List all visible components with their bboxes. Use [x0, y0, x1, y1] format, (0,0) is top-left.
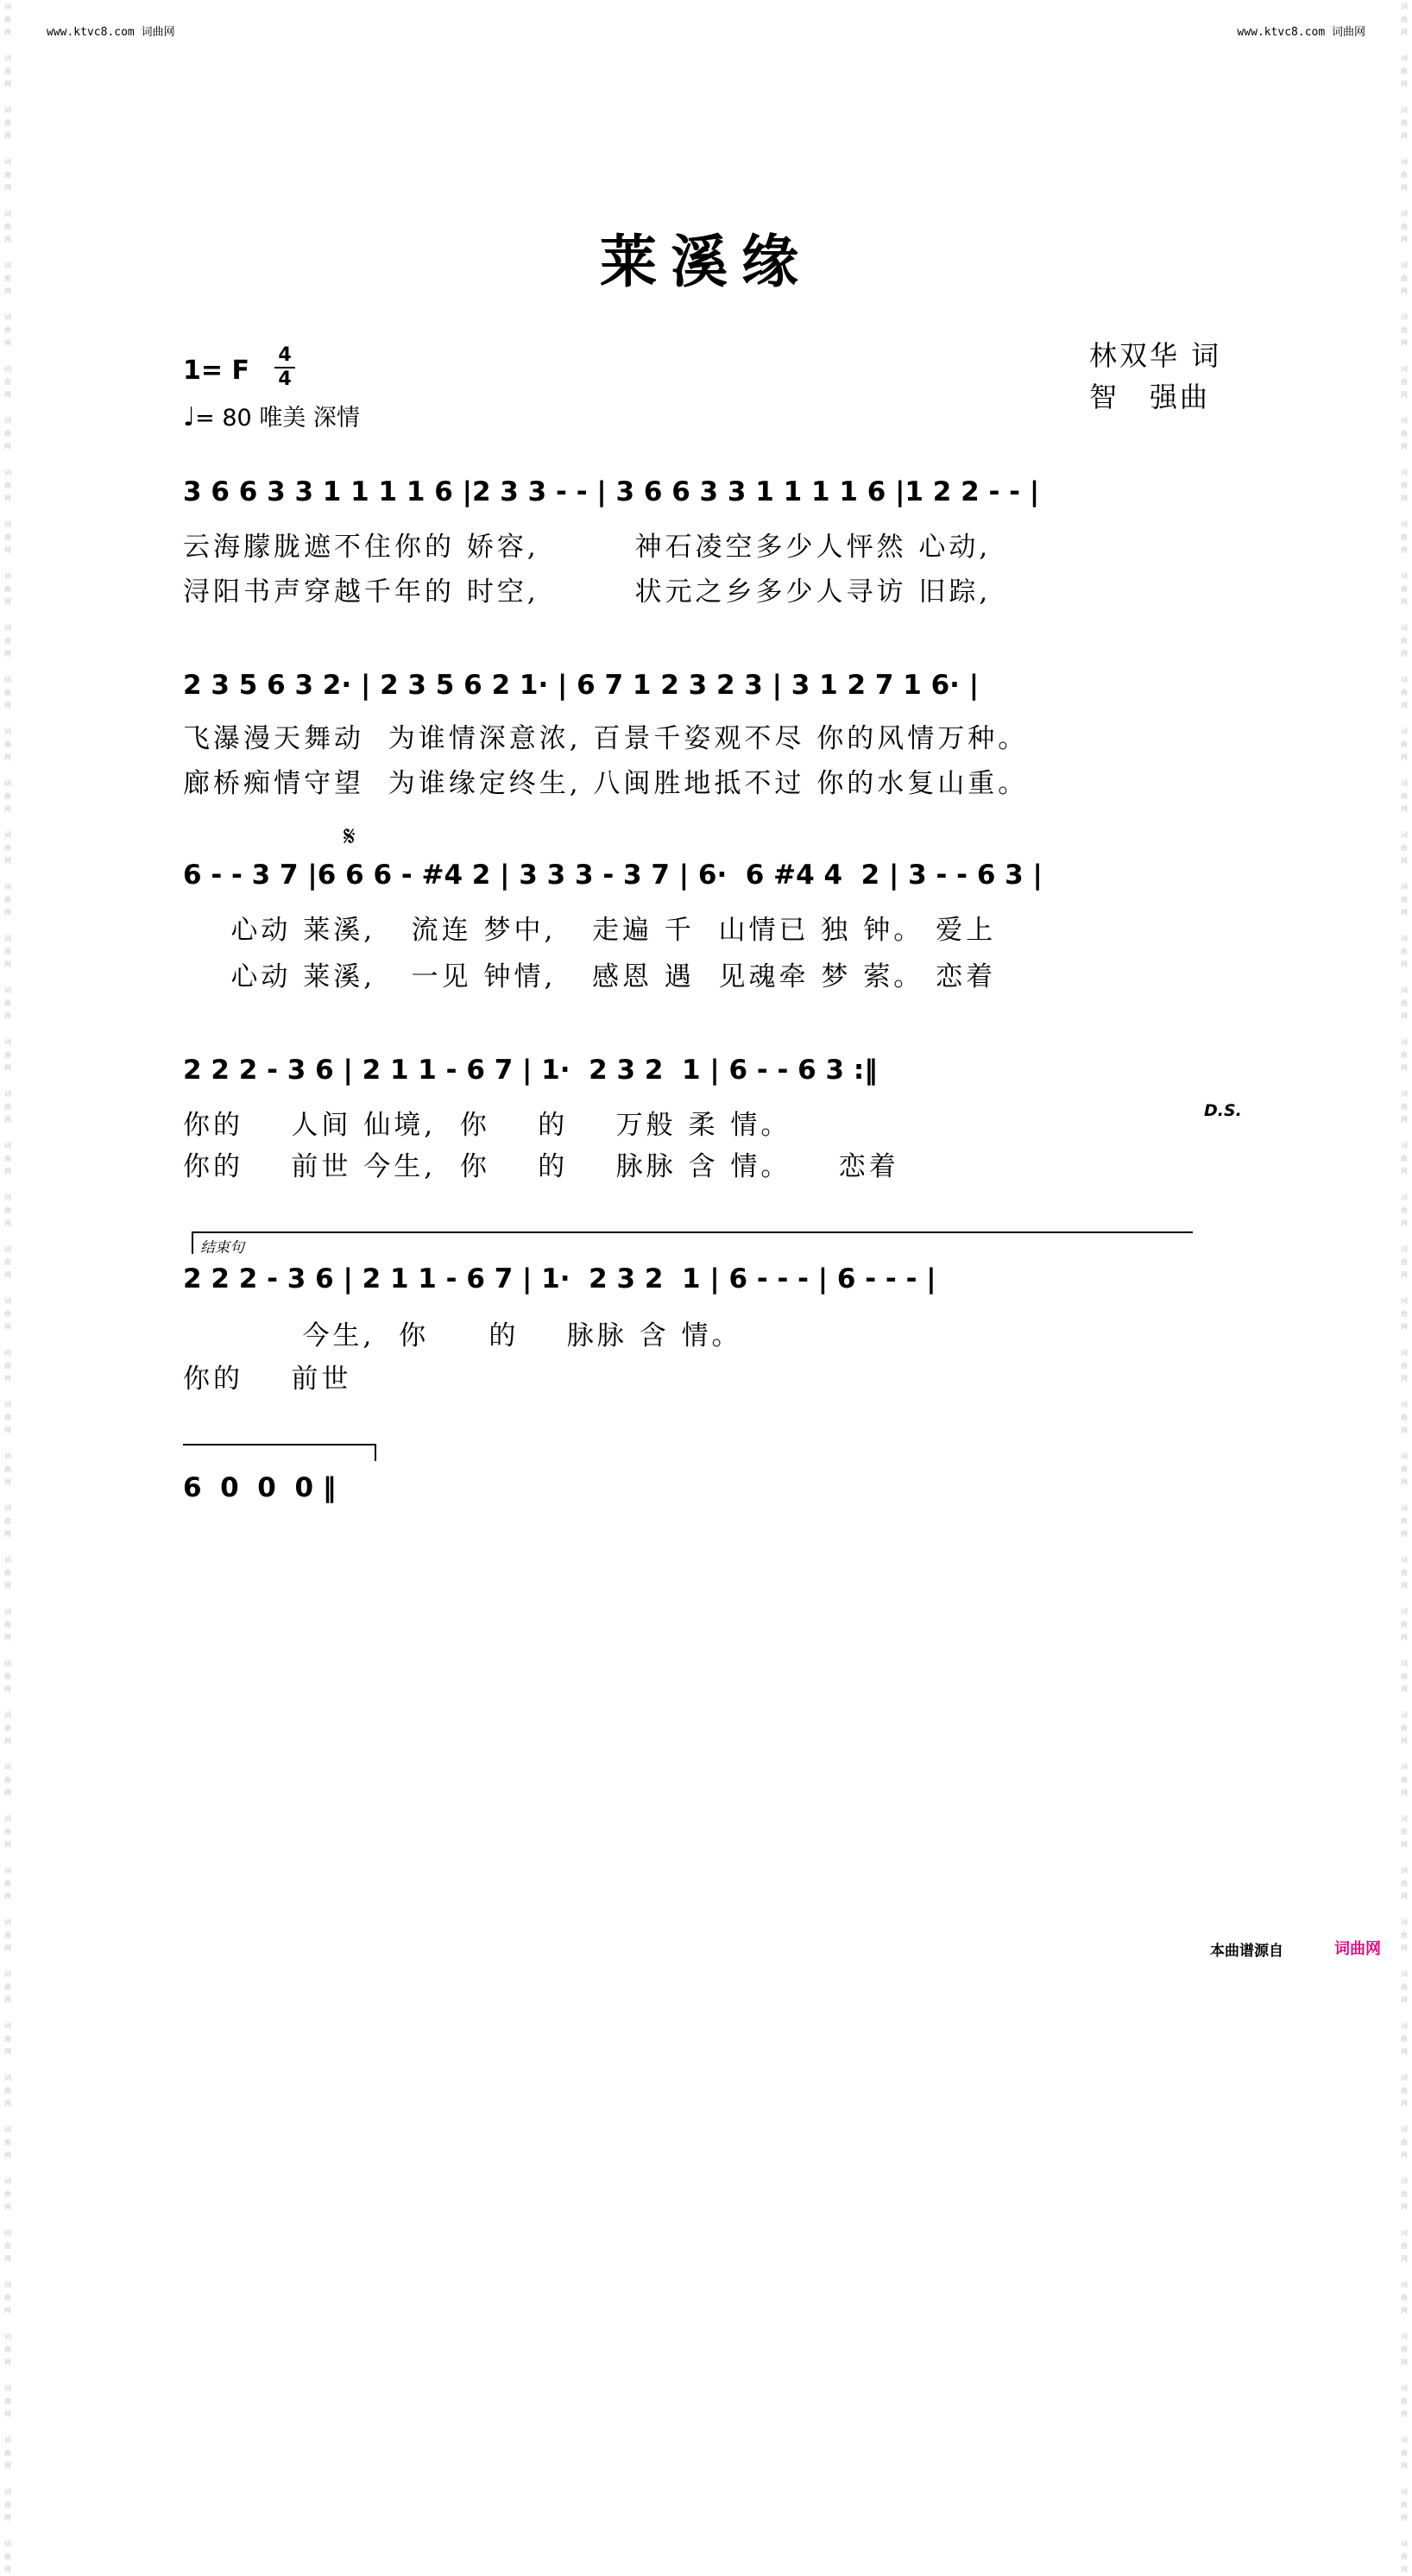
lyric-row-2-verse-2: 廊桥痴情守望 为谁缘定终生, 八闽胜地抵不过 你的水复山重。	[183, 768, 1029, 799]
key-signature: 1= F	[183, 356, 249, 386]
ending-bracket	[192, 1231, 1193, 1257]
ds-mark: D.S.	[1204, 1101, 1242, 1120]
time-signature	[274, 345, 295, 390]
credits	[1089, 335, 1221, 418]
lyric-row-4-verse-2: 你的 前世 今生, 你 的 脉脉 含 情。 恋着	[183, 1151, 899, 1182]
lyric-row-1-verse-1: 云海朦胧遮不住你的 娇容, 神石凌空多少人怦然 心动,	[183, 532, 992, 563]
lyric-row-3-verse-2: 心动 莱溪, 一见 钟情, 感恩 遇 见魂牵 梦 萦。 恋着	[183, 961, 997, 992]
expression-text: 唯美 深情	[259, 405, 360, 431]
lyric-row-3-verse-1: 心动 莱溪, 流连 梦中, 走遍 千 山情已 独 钟。 爱上	[183, 915, 997, 946]
site-url-left: www.ktvc8.com 词曲网	[47, 26, 175, 39]
footer-brand-logo: 词曲网	[1334, 1940, 1381, 1958]
side-watermark-left: 词 曲 网 词 曲 网 词 曲 网 词 曲 网 词 曲 网 词 曲 网 词 曲 网 词 曲 网 词 曲 网 词 曲 网 词 曲 网 词 曲 网 词 曲 网 词 曲 网 词 曲 网 词 曲 网 词 曲 网 词 曲 网 词 曲 网 词 曲 网 词 曲 网 词 曲 网 词 曲 网 词 曲 网 词 曲 网 词 曲 网 词 曲 网 词 曲 网 词 曲 网 词 曲 网 词 曲 网 词 曲 网 词 曲 网 词 曲 网 词 曲 网 词 曲 网 词 曲 网 词 曲 网 词 曲 网 词 曲 网 词 曲 网 词 曲 网 词 曲 网 词 曲 网 词 曲 网 词 曲 网 词 曲 网 词 曲 网 词 曲 网 词 曲 网	[4, 3, 11, 2573]
segno-mark: 𝄋	[344, 820, 356, 853]
notation-row-2-notes: 2 3 5 6 3 2· | 2 3 5 6 2 1· | 6 7 1 2 3 2 3 | 3 1 2 7 1 6· |	[183, 670, 980, 701]
lyric-row-5-line-1: 今生, 你 的 脉脉 含 情。	[183, 1320, 742, 1351]
notation-row-6-notes: 6 0 0 0 ‖	[183, 1472, 337, 1503]
notation-row-4-notes: 2 2 2 - 3 6 | 2 1 1 - 6 7 | 1· 2 3 2 1 | 6 - - 6 3 :‖	[183, 1055, 878, 1086]
ending-label: 结束句	[200, 1239, 244, 1257]
meter-top: 4	[278, 344, 292, 366]
tempo-marking	[183, 399, 360, 432]
lyric-row-5-line-2: 你的 前世	[183, 1364, 352, 1395]
lyricist: 林双华 词	[1089, 339, 1222, 372]
notation-row-3-notes: 6 - - 3 7 |6 6 6 - #4 2 | 3 3 3 - 3 7 | 6· 6 #4 4 2 | 3 - - 6 3 |	[183, 860, 1043, 891]
site-url-right: www.ktvc8.com 词曲网	[1237, 26, 1365, 39]
song-title: 莱溪缘	[600, 229, 812, 295]
notation-row-5-notes: 2 2 2 - 3 6 | 2 1 1 - 6 7 | 1· 2 3 2 1 | 6 - - - | 6 - - - |	[183, 1263, 936, 1294]
meter-bottom: 4	[278, 368, 292, 390]
tempo-value: = 80	[195, 405, 252, 431]
notation-row-1-notes: 3 6 6 3 3 1 1 1 1 6 |2 3 3 - - | 3 6 6 3 3 1 1 1 1 6 |1 2 2 - - |	[183, 476, 1040, 507]
final-bracket	[183, 1444, 376, 1461]
lyric-row-2-verse-1: 飞瀑漫天舞动 为谁情深意浓, 百景千姿观不尽 你的风情万种。	[183, 723, 1029, 754]
footer-source-note: 本曲谱源自	[1210, 1943, 1283, 1960]
quarter-note-icon: ♩	[183, 402, 196, 432]
composer: 智 强曲	[1089, 381, 1211, 413]
lyric-row-4-verse-1: 你的 人间 仙境, 你 的 万般 柔 情。	[183, 1110, 791, 1141]
lyric-row-1-verse-2: 浔阳书声穿越千年的 时空, 状元之乡多少人寻访 旧踪,	[183, 576, 992, 608]
side-watermark-right: 词 曲 网 词 曲 网 词 曲 网 词 曲 网 词 曲 网 词 曲 网 词 曲 网 词 曲 网 词 曲 网 词 曲 网 词 曲 网 词 曲 网 词 曲 网 词 曲 网 词 曲 网 词 曲 网 词 曲 网 词 曲 网 词 曲 网 词 曲 网 词 曲 网 词 曲 网 词 曲 网 词 曲 网 词 曲 网 词 曲 网 词 曲 网 词 曲 网 词 曲 网 词 曲 网 词 曲 网 词 曲 网 词 曲 网 词 曲 网 词 曲 网 词 曲 网 词 曲 网 词 曲 网 词 曲 网 词 曲 网 词 曲 网 词 曲 网 词 曲 网 词 曲 网 词 曲 网 词 曲 网 词 曲 网 词 曲 网 词 曲 网 词 曲 网	[1401, 3, 1408, 2573]
